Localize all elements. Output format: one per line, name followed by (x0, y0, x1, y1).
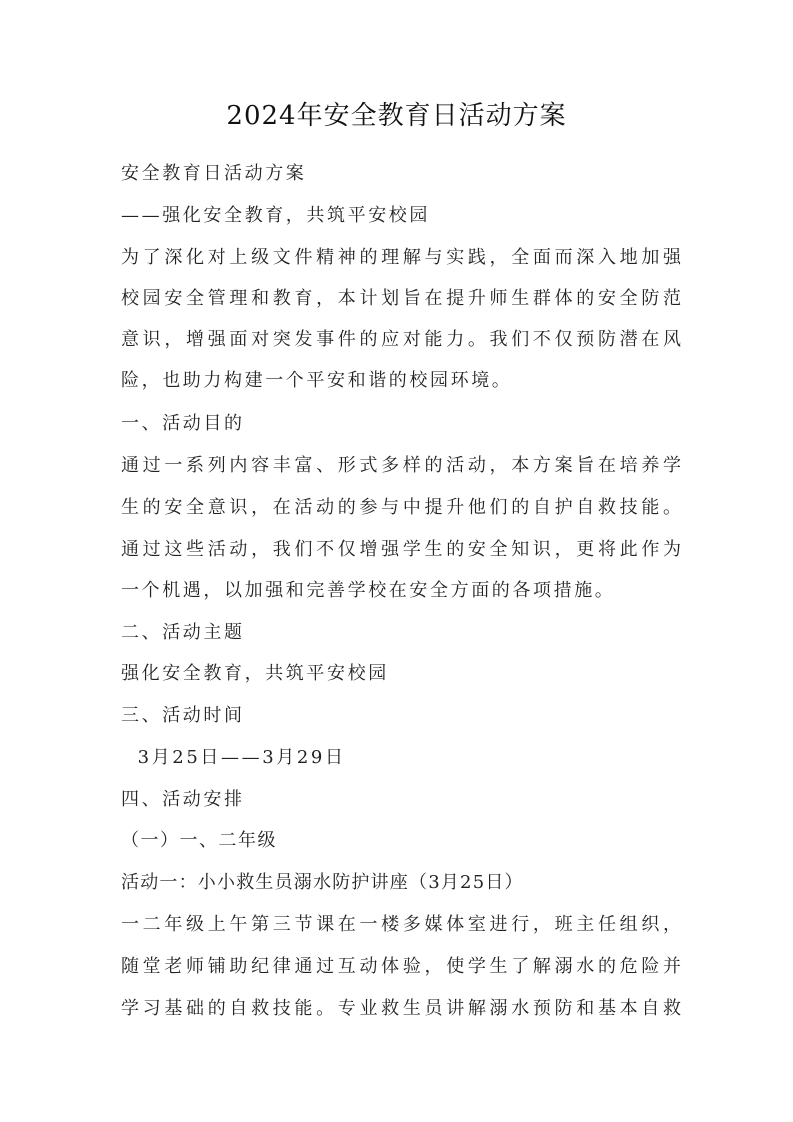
text-line: 一二年级上午第三节课在一楼多媒体室进行，班主任组织， (121, 914, 681, 935)
subsection-heading: （一）一、二年级 (121, 830, 277, 851)
document-title: 2024年安全教育日活动方案 (226, 101, 567, 131)
text-line: 通过一系列内容丰富、形式多样的活动，本方案旨在培养学 (121, 455, 681, 476)
text-line: 校园安全管理和教育，本计划旨在提升师生群体的安全防范 (121, 288, 681, 309)
section-heading: 二、活动主题 (121, 622, 245, 643)
text-line: 活动一：小小救生员溺水防护讲座（3月25日） (121, 872, 524, 893)
text-line: 学习基础的自救技能。专业救生员讲解溺水预防和基本自救 (121, 998, 681, 1019)
section-heading: 一、活动目的 (121, 413, 245, 434)
text-line: 3月25日——3月29日 (121, 747, 346, 768)
text-line: 强化安全教育，共筑平安校园 (121, 663, 389, 684)
text-line: 生的安全意识，在活动的参与中提升他们的自护自救技能。 (121, 497, 681, 518)
text-line: 为了深化对上级文件精神的理解与实践，全面而深入地加强 (121, 247, 681, 268)
section-heading: 三、活动时间 (121, 705, 245, 726)
text-line: 通过这些活动，我们不仅增强学生的安全知识，更将此作为 (121, 539, 681, 560)
section-heading: 四、活动安排 (121, 789, 245, 810)
text-line: 一个机遇，以加强和完善学校在安全方面的各项措施。 (121, 580, 616, 601)
text-line: 安全教育日活动方案 (121, 163, 307, 184)
text-line: 险，也助力构建一个平安和谐的校园环境。 (121, 370, 513, 391)
text-line: ——强化安全教育，共筑平安校园 (121, 205, 430, 226)
text-line: 随堂老师铺助纪律通过互动体验，使学生了解溺水的危险并 (121, 956, 681, 977)
text-line: 意识，增强面对突发事件的应对能力。我们不仅预防潜在风 (121, 329, 681, 350)
